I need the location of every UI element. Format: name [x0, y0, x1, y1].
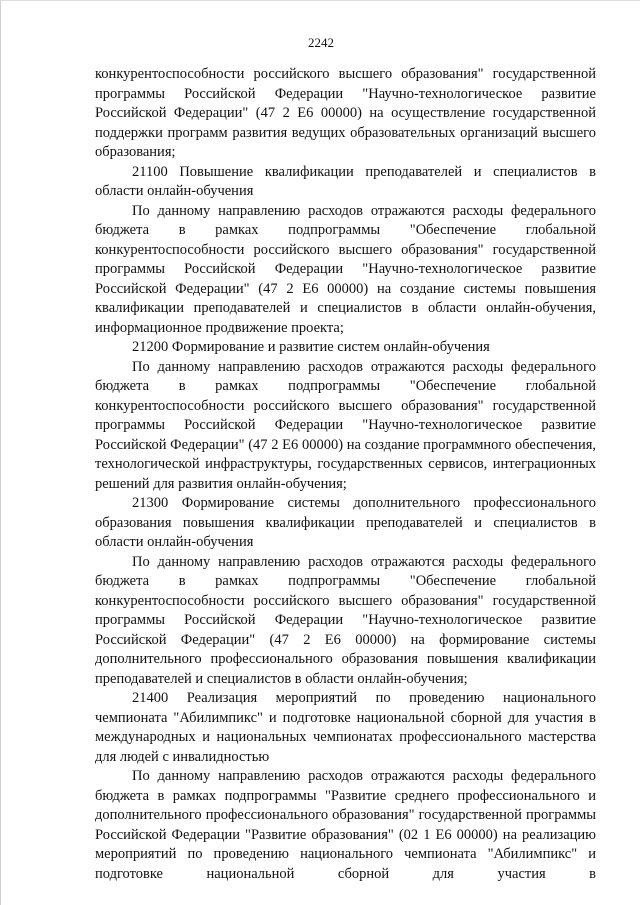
heading-21200: 21200 Формирование и развитие систем онлайн-обучения: [132, 339, 490, 355]
document-body: [95, 65, 596, 884]
paragraph-21300-description: По данному направлению расходов отражаются расходы федерального бюджета в рамках подпрограммы "Обеспечение глобальной конкурентоспособности российского высшего образования" государственной программы Российской Федерации "Научно-технологическое развитие Российской Федерации" (47 2 Е6 00000) на формирование системы дополнительного профессионального образования повышения квалификации преподавателей и специалистов в области онлайн-обучения;: [95, 553, 596, 687]
heading-21300: 21300 Формирование системы дополнительного профессионального образования повышения квалификации преподавателей и специалистов в области онлайн-обучения: [95, 495, 596, 550]
heading-21400: 21400 Реализация мероприятий по проведению национального чемпионата "Абилимпикс" и подготовке национальной сборной для участия в международных и национальных чемпионатах профессионального мастерства для людей с инвалидностью: [95, 690, 596, 765]
heading-21100: 21100 Повышение квалификации преподавателей и специалистов в области онлайн-обучения: [95, 163, 596, 199]
page-number: 2242: [308, 35, 334, 50]
paragraph-continuation: конкурентоспособности российского высшего образования" государственной программы Российской Федерации "Научно-технологическое развитие Российской Федерации" (47 2 Е6 00000) на осуществление государственной поддержки программ развития ведущих образовательных организаций высшего образования;: [95, 66, 596, 160]
paragraph-21100-description: По данному направлению расходов отражаются расходы федерального бюджета в рамках подпрограммы "Обеспечение глобальной конкурентоспособности российского высшего образования" государственной программы Российской Федерации "Научно-технологическое развитие Российской Федерации" (47 2 Е6 00000) на создание системы повышения квалификации преподавателей и специалистов в области онлайн-обучения, информационное продвижение проекта;: [95, 202, 596, 336]
paragraph-21200-description: По данному направлению расходов отражаются расходы федерального бюджета в рамках подпрограммы "Обеспечение глобальной конкурентоспособности российского высшего образования" государственной программы Российской Федерации "Научно-технологическое развитие Российской Федерации" (47 2 Е6 00000) на создание программного обеспечения, технологической инфраструктуры, государственных сервисов, интеграционных решений для развития онлайн-обучения;: [95, 358, 596, 492]
paragraph-21400-description: По данному направлению расходов отражаются расходы федерального бюджета в рамках подпрограммы "Развитие среднего профессионального и дополнительного профессионального образования" государственной программы Российской Федерации "Развитие образования" (02 1 Е6 00000) на реализацию мероприятий по проведению национального чемпионата "Абилимпикс" и подготовке национальной сборной для участия в: [95, 768, 596, 882]
